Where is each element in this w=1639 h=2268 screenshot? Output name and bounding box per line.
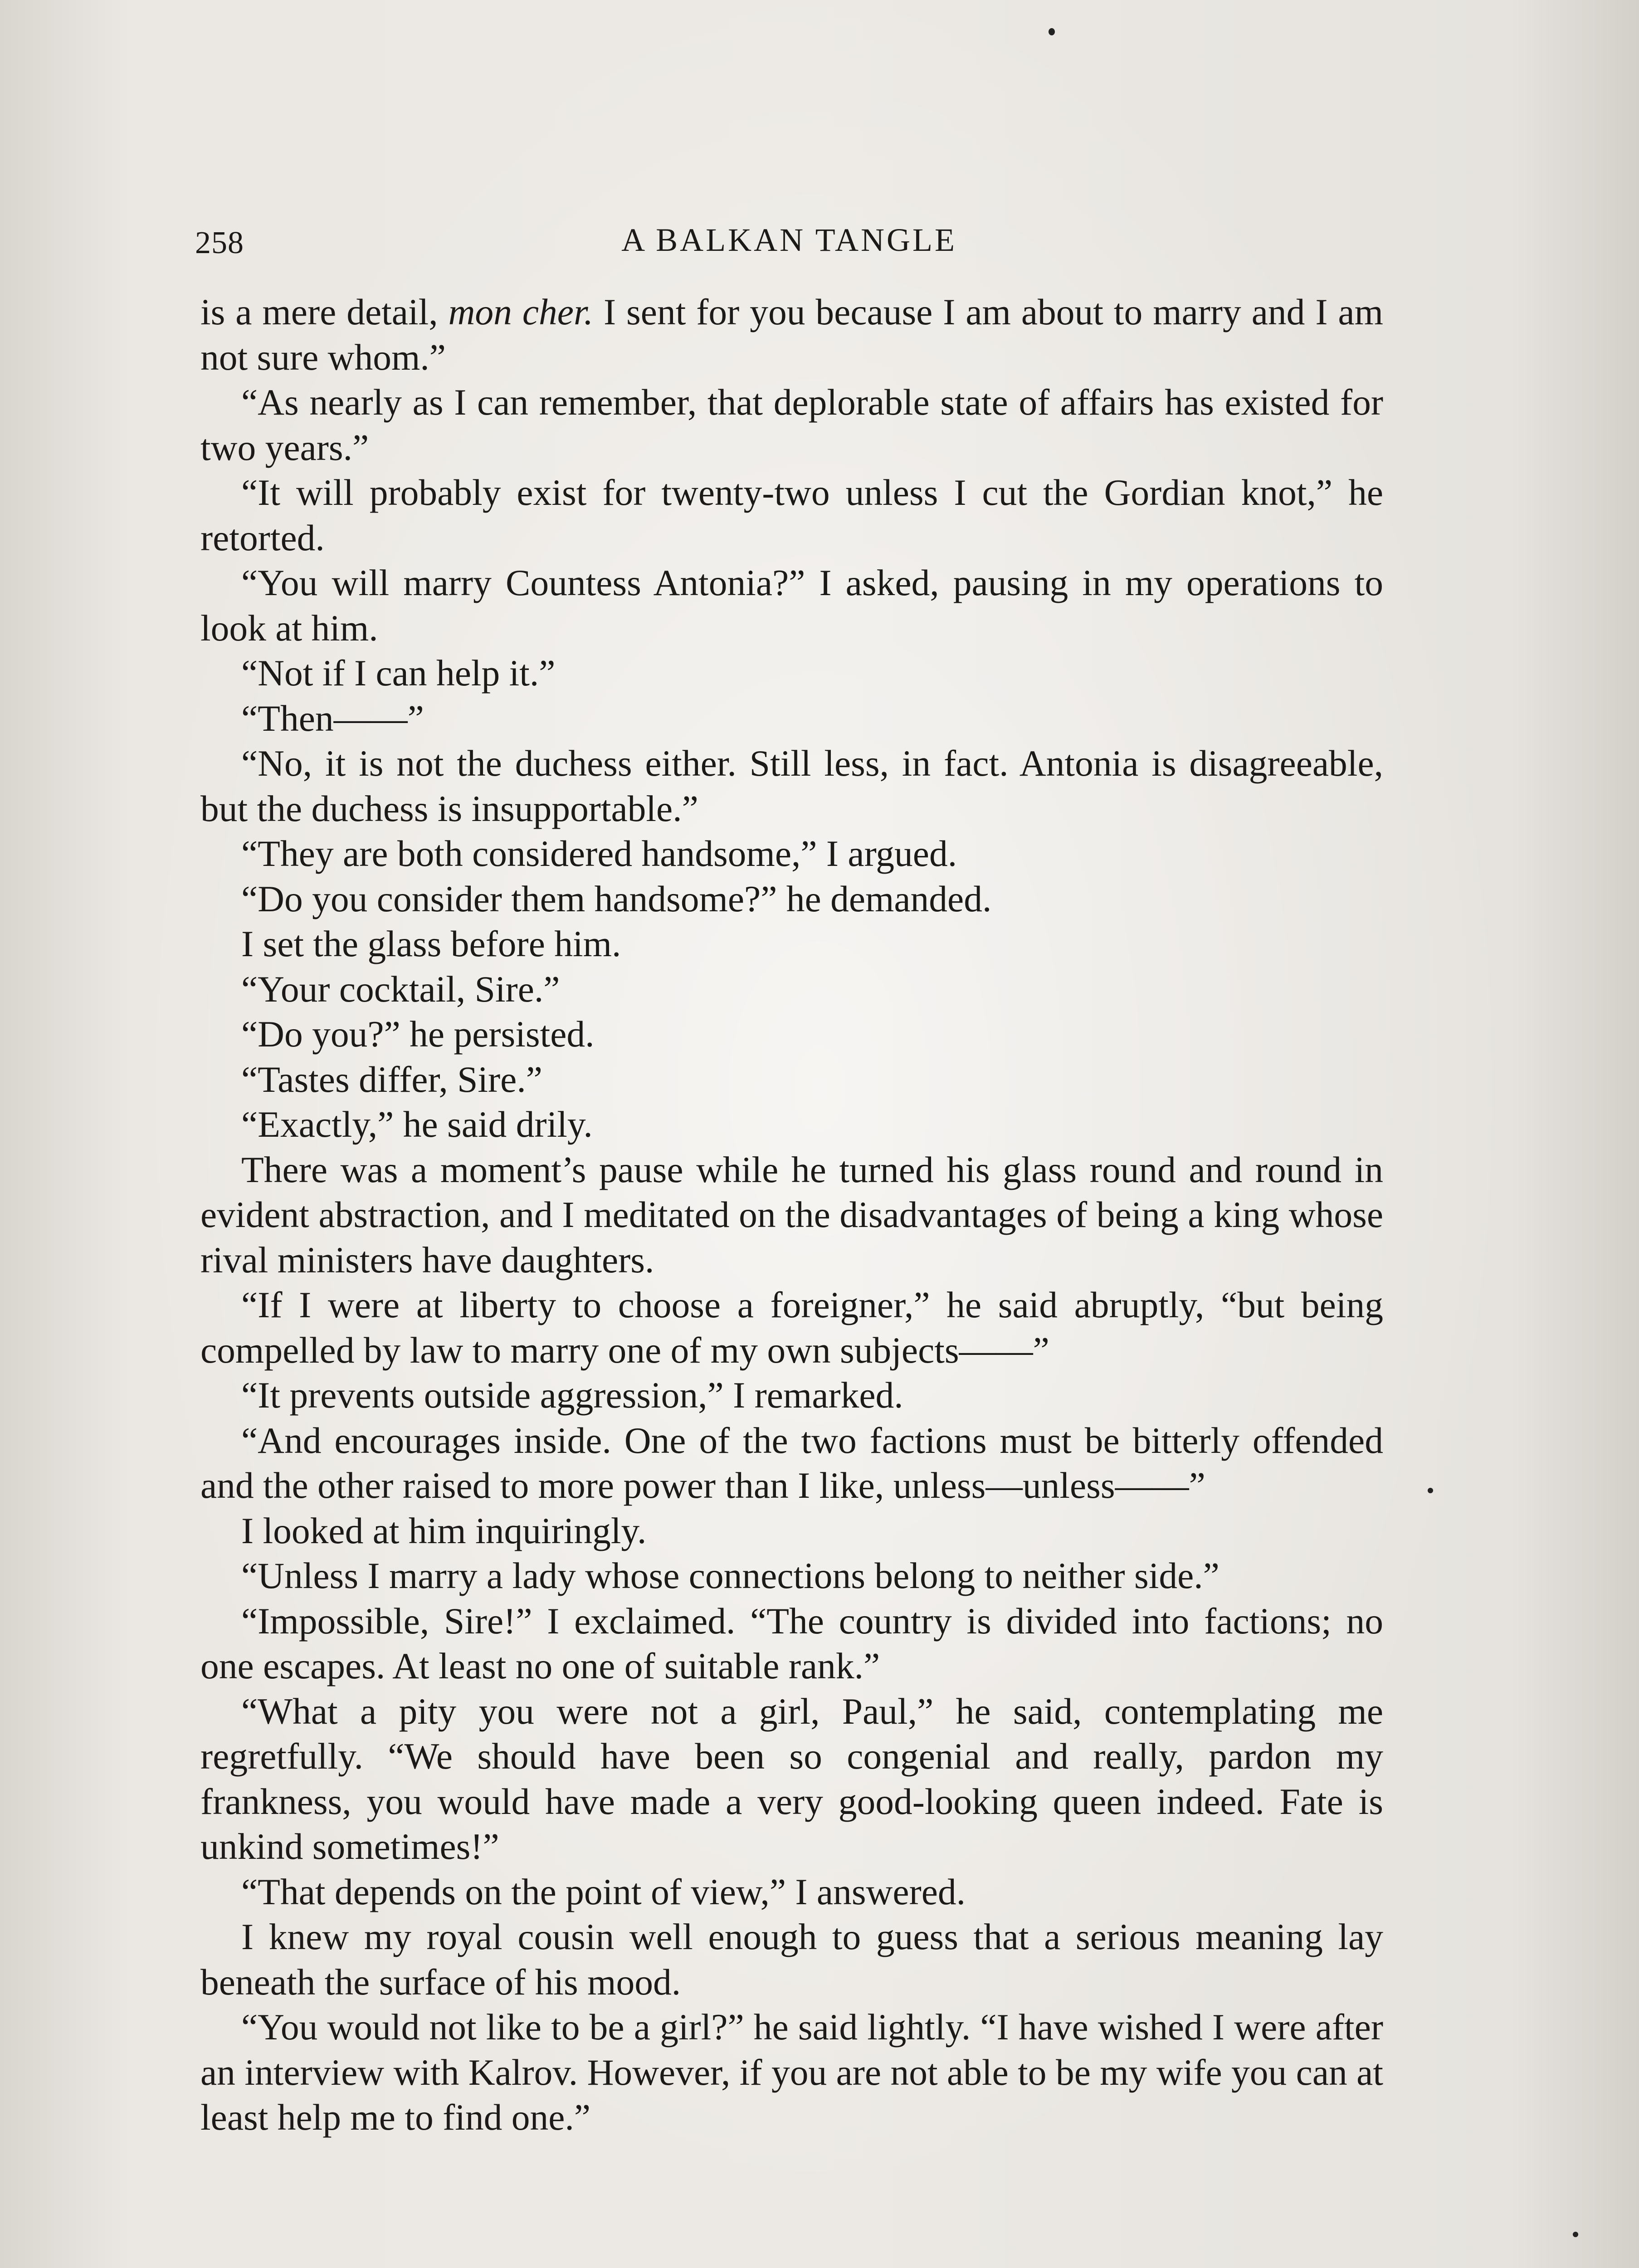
paragraph: I knew my royal cousin well enough to guess that a serious meaning lay beneath the surface of his mood. — [200, 1916, 1383, 2003]
paragraph: “Impossible, Sire!” I exclaimed. “The country is divided into factions; no one escapes. At least no one of suitable rank.” — [200, 1600, 1383, 1686]
paragraph: I looked at him inquiringly. — [241, 1510, 647, 1551]
paragraph: “It prevents outside aggression,” I remarked. — [241, 1374, 903, 1416]
paragraph: “Do you consider them handsome?” he demanded. — [241, 878, 992, 919]
paragraph: “Your cocktail, Sire.” — [241, 968, 560, 1010]
paragraph: “Exactly,” he said drily. — [241, 1104, 593, 1145]
paragraph: “They are both considered handsome,” I argued. — [241, 833, 957, 874]
paragraph: “That depends on the point of view,” I answered. — [241, 1871, 966, 1912]
ink-speck — [1049, 28, 1055, 35]
paragraph: “No, it is not the duchess either. Still less, in fact. Antonia is disagreeable, but the duchess is insupportable.” — [200, 743, 1383, 829]
paragraph: There was a moment’s pause while he turned his glass round and round in evident abstraction, and I meditated on the disadvantages of being a king whose rival ministers have daughters. — [200, 1149, 1383, 1281]
italic-phrase: mon cher. — [448, 291, 594, 332]
running-title: A BALKAN TANGLE — [621, 222, 957, 258]
paragraph: “Unless I marry a lady whose connections belong to neither side.” — [241, 1555, 1219, 1596]
paragraph: is a mere detail, mon cher. I sent for you because I am about to marry and I am not sure whom.” — [200, 291, 1383, 378]
paragraph: “Not if I can help it.” — [241, 652, 556, 694]
paragraph: “It will probably exist for twenty-two unless I cut the Gordian knot,” he retorted. — [200, 472, 1383, 558]
ink-speck — [1573, 2232, 1578, 2237]
paragraph: “Tastes differ, Sire.” — [241, 1058, 542, 1100]
paragraph: “Then——” — [241, 697, 424, 739]
page-header — [195, 217, 1383, 267]
paragraph: “And encourages inside. One of the two factions must be bitterly offended and the other raised to more power than I like, unless—unless——” — [200, 1419, 1383, 1506]
paragraph: I set the glass before him. — [241, 923, 621, 964]
paragraph: “Do you?” he persisted. — [241, 1013, 595, 1055]
page-number: 258 — [195, 225, 244, 260]
body-text — [200, 289, 1383, 2140]
paragraph: “As nearly as I can remember, that deplorable state of affairs has existed for two years.” — [200, 381, 1383, 468]
paragraph: “You will marry Countess Antonia?” I asked, pausing in my operations to look at him. — [200, 562, 1383, 649]
ink-speck — [1428, 1488, 1433, 1493]
paragraph: “You would not like to be a girl?” he said lightly. “I have wished I were after an interview with Kalrov. However, if you are not able to be my wife you can at least help me to find one.” — [200, 2006, 1383, 2138]
paragraph: “What a pity you were not a girl, Paul,” he said, contemplating me regretfully. “We should have been so congenial and really, pardon my frankness, you would have made a very good-looking queen indeed. Fate is unkind sometimes!” — [200, 1690, 1383, 1867]
paragraph: “If I were at liberty to choose a foreigner,” he said abruptly, “but being compelled by law to marry one of my own subjects——” — [200, 1284, 1383, 1371]
